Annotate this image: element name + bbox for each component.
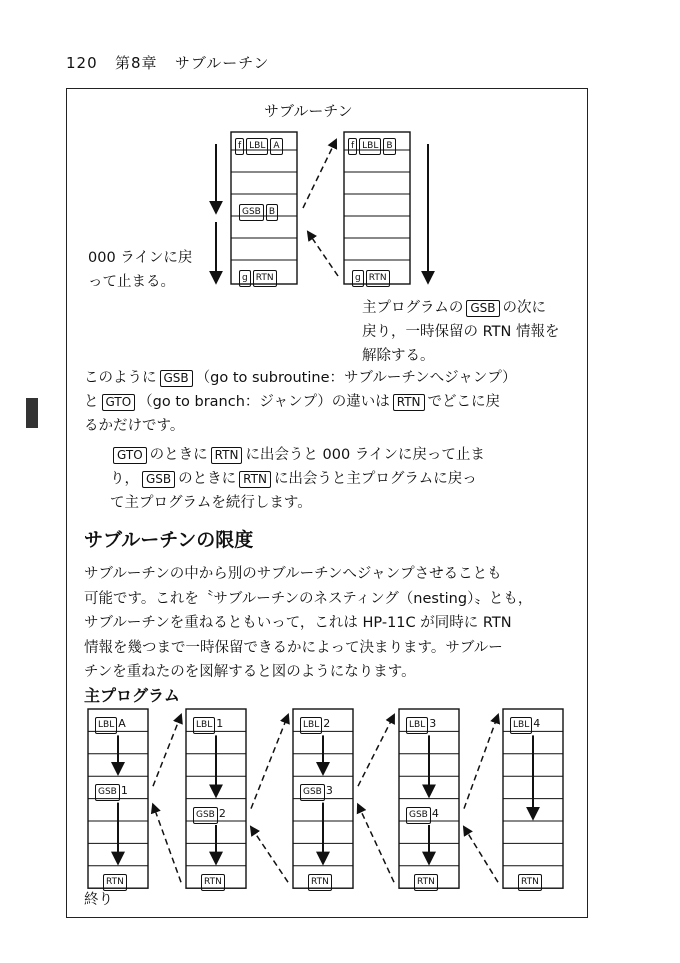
rtn-cell bbox=[413, 869, 439, 891]
label-cell bbox=[192, 712, 223, 734]
rtn-key: RTN bbox=[308, 874, 332, 891]
gsb-cell bbox=[94, 779, 128, 801]
return-arrow bbox=[308, 232, 338, 276]
note-right: 主プログラムの GSB の次に 戻り，一時保留の RTN 情報を 解除する。 bbox=[362, 300, 560, 364]
rtn-cell bbox=[517, 869, 543, 891]
return-arrow bbox=[464, 827, 498, 882]
gsb-suffix: 1 bbox=[120, 784, 128, 798]
gsb-cell bbox=[405, 802, 439, 824]
paragraph-gsb-gto: このように GSB （go to subroutine：サブルーチンへジャンプ） と GTO （go to branch：ジャンプ）の違いは RTN でどこに戻 るかだけです。 bbox=[84, 370, 517, 434]
rtn-key: RTN bbox=[103, 874, 127, 891]
jump-arrow bbox=[303, 140, 336, 208]
jump-arrow bbox=[358, 715, 394, 786]
jump-arrow bbox=[153, 715, 181, 786]
rtn-cell bbox=[307, 869, 333, 891]
end-label: 終り bbox=[84, 892, 113, 908]
chapter-number: 第8章 bbox=[114, 54, 158, 72]
rtn-key: RTN bbox=[518, 874, 542, 891]
label-cell bbox=[509, 712, 540, 734]
rtn-key: RTN bbox=[211, 447, 243, 464]
label-cell bbox=[299, 712, 330, 734]
note-left: 000 ラインに戻 って止まる。 bbox=[88, 250, 193, 290]
gsb-cell bbox=[192, 802, 226, 824]
gsb-key: GSB bbox=[300, 784, 325, 801]
return-arrow bbox=[358, 805, 394, 883]
label-cell bbox=[94, 712, 126, 734]
gsb-key: GSB bbox=[160, 370, 193, 387]
lbl-key: LBL bbox=[406, 717, 428, 734]
return-arrow bbox=[251, 827, 288, 882]
box-b-top-cell: f LBL B bbox=[347, 133, 397, 155]
box-a-bottom-cell: g RTN bbox=[238, 265, 278, 287]
lbl-suffix: 1 bbox=[216, 717, 224, 730]
gsb-suffix: 4 bbox=[431, 806, 439, 820]
rtn-cell bbox=[200, 869, 226, 891]
lbl-suffix: A bbox=[118, 717, 126, 730]
chapter-title: サブルーチン bbox=[174, 54, 270, 72]
label-cell bbox=[405, 712, 436, 734]
jump-arrow bbox=[464, 715, 498, 809]
rtn-key: RTN bbox=[414, 874, 438, 891]
rtn-cell bbox=[102, 869, 128, 891]
gsb-key: GSB bbox=[142, 471, 175, 488]
gsb-cell bbox=[299, 779, 333, 801]
gsb-key: GSB bbox=[406, 807, 431, 824]
gsb-suffix: 3 bbox=[325, 784, 333, 798]
lbl-key: LBL bbox=[193, 717, 215, 734]
figure1-title: サブルーチン bbox=[264, 102, 353, 120]
lbl-suffix: 2 bbox=[323, 717, 331, 730]
lbl-suffix: 3 bbox=[429, 717, 437, 730]
rtn-key: RTN bbox=[201, 874, 225, 891]
gto-key: GTO bbox=[102, 394, 136, 411]
paragraph-rtn-behavior: GTO のときに RTN に出会うと 000 ラインに戻って止ま り， GSB のときに RTN に出会うと主プログラムに戻っ て主プログラムを続行します。 bbox=[110, 447, 485, 511]
section-heading: サブルーチンの限度 bbox=[84, 529, 254, 551]
gsb-key: GSB bbox=[193, 807, 218, 824]
rtn-key: RTN bbox=[393, 394, 425, 411]
lbl-key: LBL bbox=[95, 717, 117, 734]
page-number: 120 bbox=[66, 54, 98, 72]
main-program-label: 主プログラム bbox=[84, 686, 180, 705]
gsb-key: GSB bbox=[95, 784, 120, 801]
lbl-key: LBL bbox=[510, 717, 532, 734]
gsb-suffix: 2 bbox=[218, 806, 226, 820]
jump-arrow bbox=[251, 715, 288, 809]
box-a-top-cell: f LBL A bbox=[234, 133, 284, 155]
lbl-key: LBL bbox=[300, 717, 322, 734]
gsb-key: GSB bbox=[466, 300, 499, 317]
lbl-suffix: 4 bbox=[533, 717, 541, 730]
return-arrow bbox=[153, 805, 181, 883]
box-a-gsb-cell: GSB B bbox=[238, 199, 279, 221]
section-body: サブルーチンの中から別のサブルーチンへジャンプさせることも 可能です。これを〝サブルーチンのネスティング（nesting）〟とも， サブルーチンを重ねるともいって，これは HP-11C が同時に RTN 情報を幾つまで一時保留できるかによって決まります。サブルー チンを重ねたのを図解すると図のようになります。 bbox=[84, 566, 533, 680]
box-b-bottom-cell: g RTN bbox=[351, 265, 391, 287]
rtn-key: RTN bbox=[239, 471, 271, 488]
gto-key: GTO bbox=[113, 447, 147, 464]
